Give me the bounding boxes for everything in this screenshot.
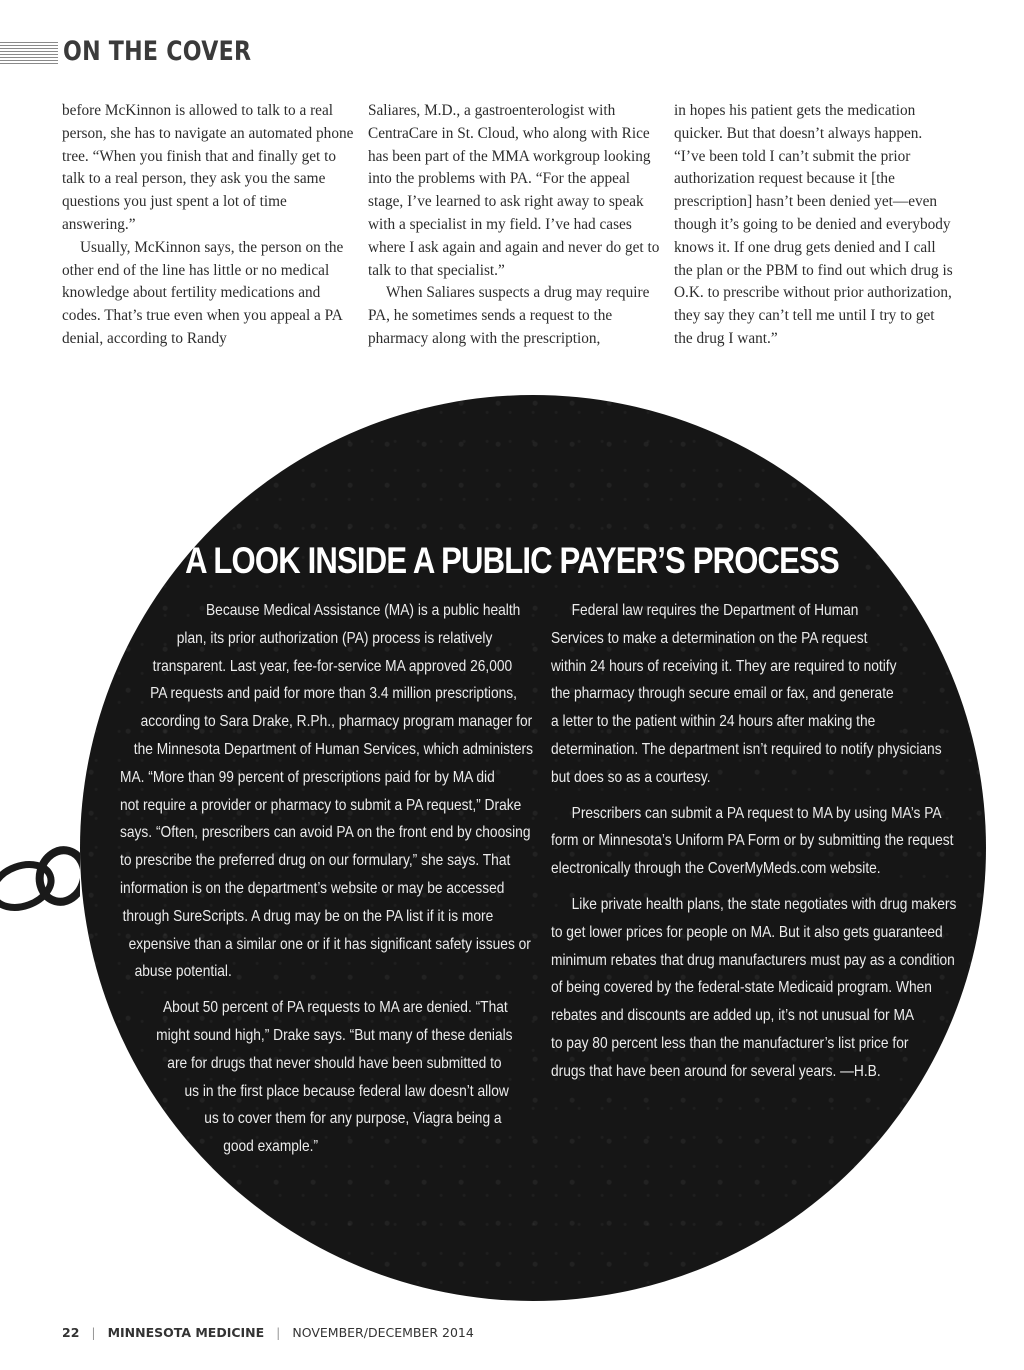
sidebar-line: might sound high,” Drake says. “But many of these denials xyxy=(156,1026,513,1044)
sidebar-line: transparent. Last year, fee-for-service MA approved 26,000 xyxy=(152,657,513,675)
sidebar-line: minimum rebates that drug manufacturers must pay as a condition xyxy=(551,951,955,969)
article-column-1 xyxy=(62,100,354,351)
chain-link-illustration xyxy=(0,838,80,928)
sidebar-line: Federal law requires the Department of Human xyxy=(571,602,859,619)
section-label: ON THE COVER xyxy=(63,36,252,67)
sidebar-line: plan, its prior authorization (PA) process is relatively xyxy=(176,629,493,647)
sidebar-line: but does so as a courtesy. xyxy=(551,768,711,786)
sidebar-line: us to cover them for any purpose, Viagra being a xyxy=(204,1110,502,1128)
sidebar-line: Because Medical Assistance (MA) is a public health xyxy=(206,602,521,619)
sidebar-line: abuse potential. xyxy=(134,963,232,981)
sidebar-title: A LOOK INSIDE A PUBLIC PAYER’S PROCESS xyxy=(185,540,839,581)
paragraph: in hopes his patient gets the medication quicker. But that doesn’t always happen. “I’ve been told I can’t submit the prior authorization request because it [the prescription] hasn’t been denied yet—even though it’s going to be denied and everybody knows it. If one drug gets denied and I call the plan or the PBM to find out which drug is O.K. to prescribe without prior authorization, they say they can’t tell me until I try to get the drug I want.” xyxy=(674,102,953,347)
sidebar-line: through SureScripts. A drug may be on the PA list if it is more xyxy=(122,907,494,925)
sidebar-line: to prescribe the preferred drug on our formulary,” she says. That xyxy=(120,852,511,870)
sidebar-line: the pharmacy through secure email or fax, and generate xyxy=(551,685,894,703)
sidebar-line: to get lower prices for people on MA. But it also gets guaranteed xyxy=(551,923,943,941)
page-number: 22 xyxy=(62,1325,80,1340)
sidebar-line: are for drugs that never should have been submitted to xyxy=(167,1054,502,1072)
sidebar-line: good example.” xyxy=(223,1138,319,1156)
sidebar-line: About 50 percent of PA requests to MA are denied. “That xyxy=(163,999,508,1017)
paragraph: When Saliares suspects a drug may require PA, he sometimes sends a request to the pharmacy along with the prescription, xyxy=(368,284,650,347)
sidebar-left-column xyxy=(120,597,533,1161)
sidebar-line: the Minnesota Department of Human Services, which administers xyxy=(133,740,533,758)
paragraph: before McKinnon is allowed to talk to a real person, she has to navigate an automated phone tree. “When you finish that and finally get to talk to a real person, they ask you the same questions you just spent a lot of time answering.” xyxy=(62,102,354,233)
sidebar-line: says. “Often, prescribers can avoid PA on the front end by choosing xyxy=(120,824,531,842)
sidebar-line: not require a provider or pharmacy to submit a PA request,” Drake xyxy=(120,796,522,814)
sidebar-line: form or Minnesota’s Uniform PA Form or by submitting the request xyxy=(551,832,954,850)
sidebar-line: Like private health plans, the state negotiates with drug makers xyxy=(571,895,957,913)
sidebar-line: expensive than a similar one or if it has significant safety issues or xyxy=(128,935,531,953)
header-stripes xyxy=(0,42,58,64)
sidebar-line: rebates and discounts are added up, it’s not unusual for MA xyxy=(551,1007,915,1025)
sidebar-right-column xyxy=(551,597,955,1086)
section-header xyxy=(0,36,400,70)
footer-separator: | xyxy=(91,1325,96,1340)
paragraph: Usually, McKinnon says, the person on the other end of the line has little or no medical knowledge about fertility medications and codes. That’s true even when you appeal a PA denial, according to Randy xyxy=(62,238,344,347)
sidebar-line: electronically through the CoverMyMeds.com website. xyxy=(551,860,881,878)
sidebar-line: information is on the department’s website or may be accessed xyxy=(120,879,505,897)
paragraph: Saliares, M.D., a gastroenterologist with CentraCare in St. Cloud, who along with Rice has been part of the MMA workgroup looking into the problems with PA. “For the appeal stage, I’ve learned to ask right away to speak with a specialist in my field. I’ve had cases where I ask again and again and never do get to talk to that specialist.” xyxy=(368,102,660,279)
sidebar-line: of being covered by the federal-state Medicaid program. When xyxy=(551,979,932,997)
sidebar-line: within 24 hours of receiving it. They are required to notify xyxy=(551,657,897,675)
sidebar-line: a letter to the patient within 24 hours after making the xyxy=(551,713,876,731)
page-footer xyxy=(62,1325,474,1340)
sidebar-line: drugs that have been around for several years. —H.B. xyxy=(551,1062,881,1080)
footer-separator: | xyxy=(276,1325,281,1340)
sidebar-line: according to Sara Drake, R.Ph., pharmacy program manager for xyxy=(140,713,533,731)
sidebar-line: Prescribers can submit a PA request to MA by using MA’s PA xyxy=(571,804,942,822)
sidebar-line: MA. “More than 99 percent of prescriptions paid for by MA did xyxy=(120,768,495,786)
sidebar-line: PA requests and paid for more than 3.4 million prescriptions, xyxy=(150,685,517,703)
sidebar-line: us in the first place because federal law doesn’t allow xyxy=(184,1082,509,1100)
sidebar-line: determination. The department isn’t required to notify physicians xyxy=(551,740,942,758)
magazine-name: MINNESOTA MEDICINE xyxy=(107,1325,265,1340)
sidebar-line: Services to make a determination on the PA request xyxy=(551,629,868,647)
sidebar-line: to pay 80 percent less than the manufacturer’s list price for xyxy=(551,1034,909,1052)
article-column-2 xyxy=(368,100,660,351)
article-column-3 xyxy=(674,100,954,351)
issue-date: NOVEMBER/DECEMBER 2014 xyxy=(292,1325,474,1340)
